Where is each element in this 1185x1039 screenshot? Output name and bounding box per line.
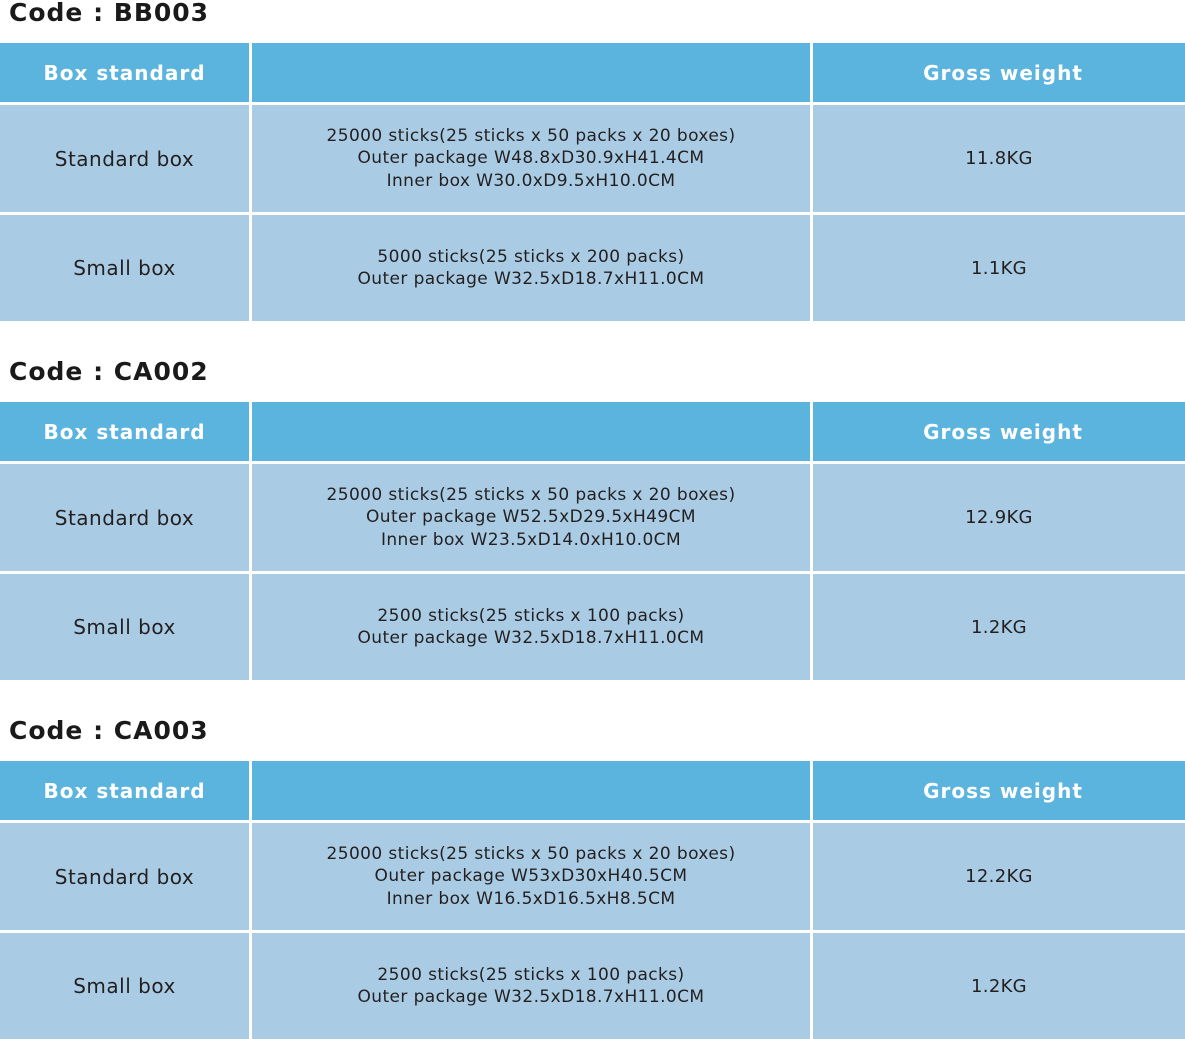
table-row (0, 464, 1185, 571)
description-line: Outer package W32.5xD18.7xH11.0CM (357, 269, 705, 289)
table-row (0, 215, 1185, 321)
box-type-label: Standard box (0, 464, 249, 571)
gross-weight-value: 1.2KG (813, 574, 1185, 680)
description-line: 5000 sticks(25 sticks x 200 packs) (377, 246, 685, 267)
box-description (252, 105, 810, 212)
description-line: Outer package W52.5xD29.5xH49CM (366, 507, 696, 528)
description-line: Outer package W48.8xD30.9xH41.4CM (357, 148, 705, 169)
gross-weight-value: 1.1KG (813, 215, 1185, 321)
box-description (252, 574, 810, 680)
box-type-label: Small box (0, 933, 249, 1039)
table-row (0, 823, 1185, 930)
gross-weight-value: 1.2KG (813, 933, 1185, 1039)
gross-weight-value: 12.2KG (813, 823, 1185, 930)
description-line: Inner box W30.0xD9.5xH10.0CM (386, 170, 676, 191)
header-box-standard: Box standard (0, 402, 249, 461)
header-description (252, 43, 810, 102)
description-line: 25000 sticks(25 sticks x 50 packs x 20 boxes) (326, 843, 736, 864)
header-gross-weight: Gross weight (813, 402, 1185, 461)
description-line: 25000 sticks(25 sticks x 50 packs x 20 boxes) (326, 484, 736, 505)
description-line: Outer package W53xD30xH40.5CM (374, 866, 688, 887)
header-description (252, 761, 810, 820)
description-line: 2500 sticks(25 sticks x 100 packs) (377, 964, 685, 985)
header-description (252, 402, 810, 461)
gross-weight-value: 11.8KG (813, 105, 1185, 212)
description-line: Inner box W23.5xD14.0xH10.0CM (380, 529, 682, 550)
header-box-standard: Box standard (0, 761, 249, 820)
table-row (0, 105, 1185, 212)
description-line: Outer package W32.5xD18.7xH11.0CM (357, 628, 705, 648)
box-type-label: Small box (0, 215, 249, 321)
header-gross-weight: Gross weight (813, 43, 1185, 102)
code-title: Code : BB003 (9, 0, 210, 27)
table-header (0, 43, 1185, 102)
box-description (252, 464, 810, 571)
description-line: Outer package W32.5xD18.7xH11.0CM (357, 987, 705, 1007)
box-type-label: Standard box (0, 823, 249, 930)
code-title: Code : CA003 (9, 716, 209, 745)
description-line: Inner box W16.5xD16.5xH8.5CM (386, 888, 676, 909)
header-box-standard: Box standard (0, 43, 249, 102)
header-gross-weight: Gross weight (813, 761, 1185, 820)
description-line: 2500 sticks(25 sticks x 100 packs) (377, 605, 685, 626)
box-description (252, 215, 810, 321)
box-type-label: Small box (0, 574, 249, 680)
box-description (252, 933, 810, 1039)
box-description (252, 823, 810, 930)
description-line: 25000 sticks(25 sticks x 50 packs x 20 boxes) (326, 125, 736, 146)
table-header (0, 761, 1185, 820)
table-row (0, 574, 1185, 680)
box-type-label: Standard box (0, 105, 249, 212)
gross-weight-value: 12.9KG (813, 464, 1185, 571)
table-row (0, 933, 1185, 1039)
code-title: Code : CA002 (9, 357, 209, 386)
table-header (0, 402, 1185, 461)
